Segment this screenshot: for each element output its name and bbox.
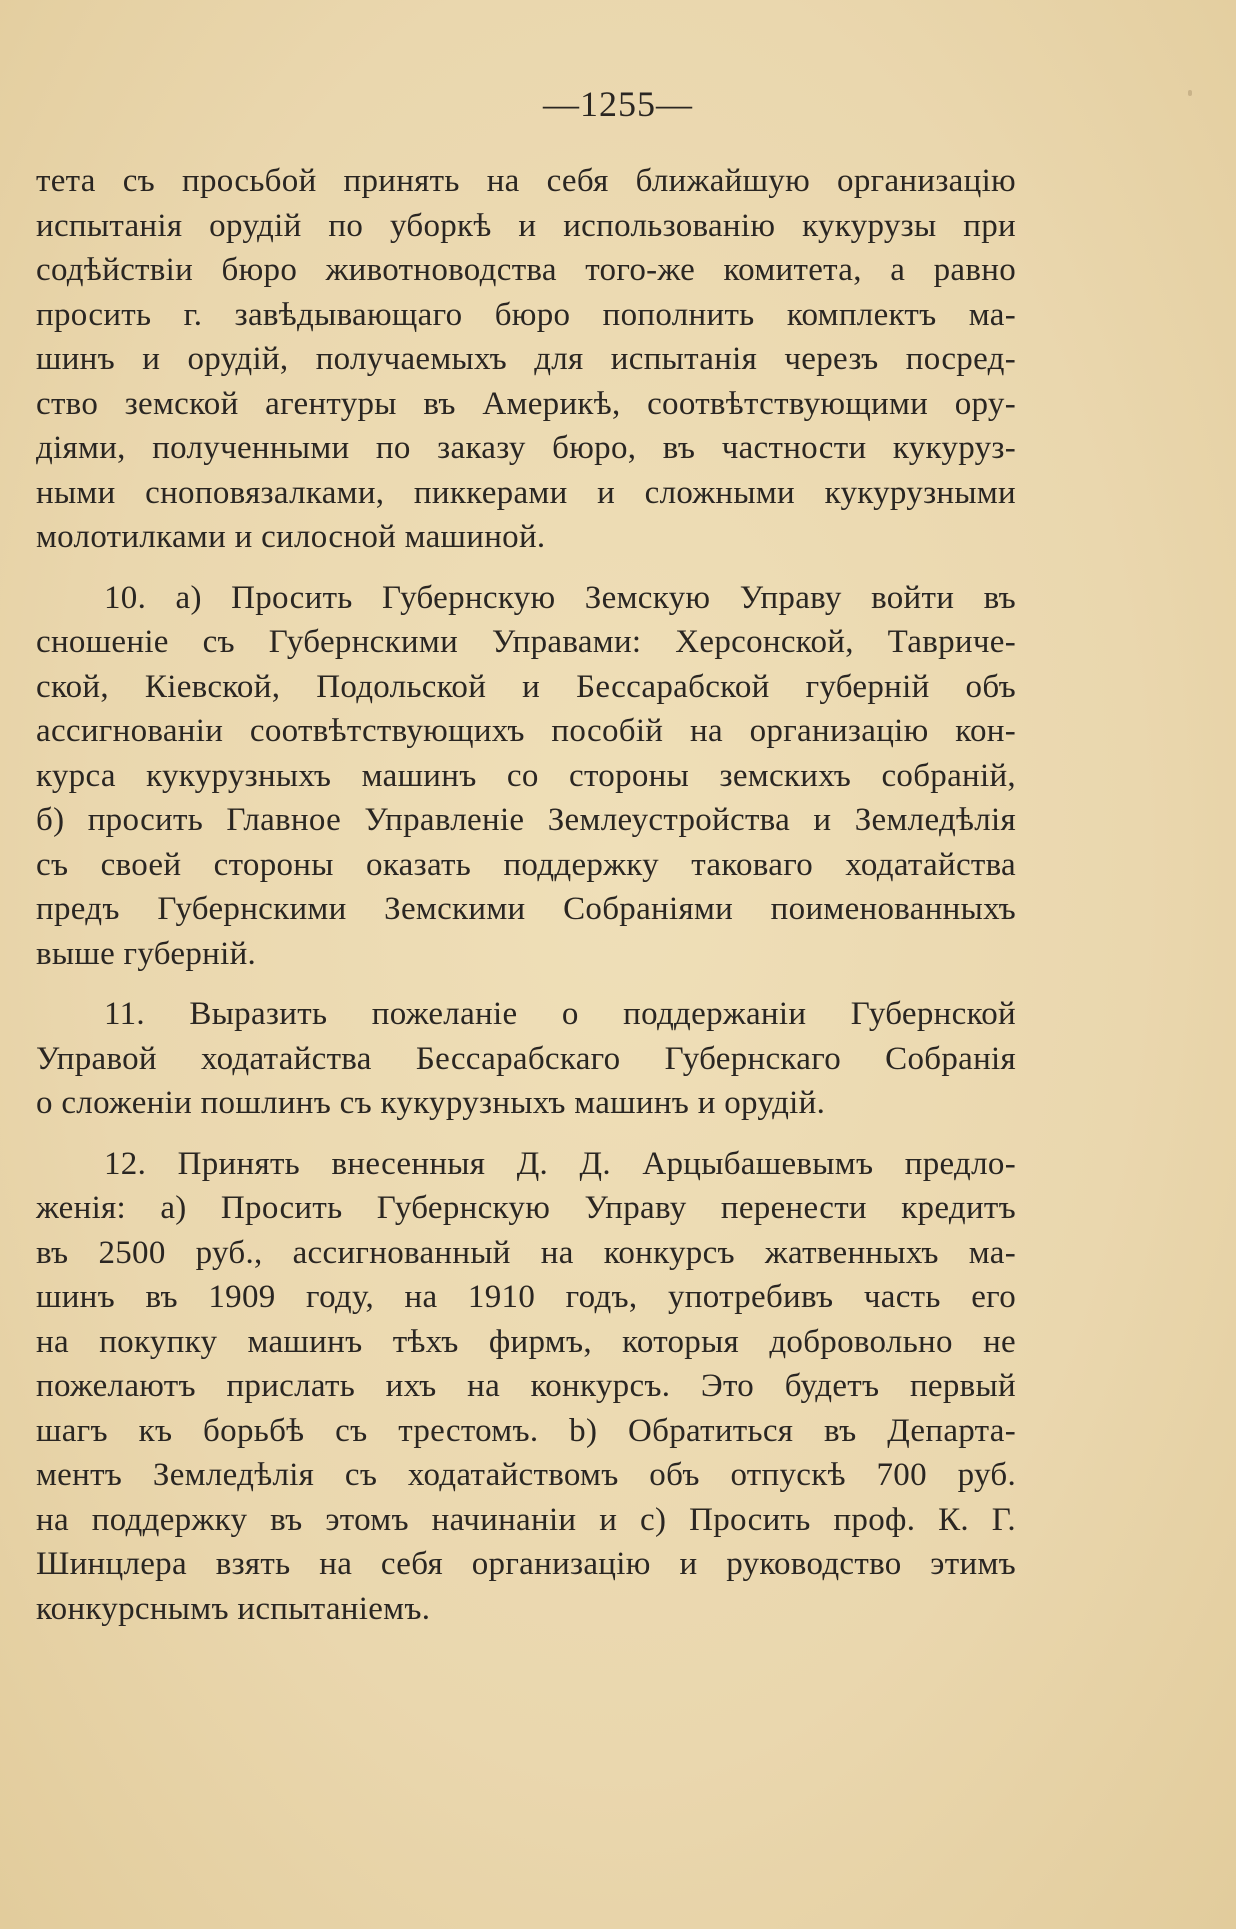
- text-line: ство земской агентуры въ Америкѣ, соотвѣтствующими ору-: [36, 385, 1016, 422]
- text-line: въ 2500 руб., ассигнованный на конкурсъ жатвенныхъ ма-: [36, 1234, 1016, 1271]
- text-line: 12. Принять внесенныя Д. Д. Арцыбашевымъ предло-: [104, 1145, 1016, 1182]
- text-line: женія: а) Просить Губернскую Управу перенести кредитъ: [36, 1190, 1016, 1226]
- text-line: испытанія орудій по уборкѣ и использованію кукурузы при: [36, 207, 1016, 244]
- text-line: ской, Кіевской, Подольской и Бессарабской губерній объ: [36, 668, 1016, 705]
- text-line: съ своей стороны оказать поддержку таковаго ходатайства: [36, 846, 1016, 883]
- body-text: [36, 159, 1016, 1631]
- text-line: пожелаютъ прислать ихъ на конкурсъ. Это будетъ первый: [36, 1368, 1016, 1404]
- text-line: шинъ и орудій, получаемыхъ для испытанія черезъ посред-: [36, 341, 1016, 377]
- text-line: Шинцлера взять на себя организацію и руководство этимъ: [36, 1546, 1016, 1582]
- text-line: на покупку машинъ тѣхъ фирмъ, которыя добровольно не: [36, 1323, 1016, 1360]
- paragraph-12: [36, 1142, 1016, 1632]
- paragraph-11: [36, 992, 1016, 1126]
- text-line: выше губерній.: [36, 935, 257, 972]
- text-line: ментъ Земледѣлія съ ходатайствомъ объ отпускѣ 700 руб.: [36, 1457, 1016, 1493]
- text-line: ассигнованіи соотвѣтствующихъ пособій на организацію кон-: [36, 713, 1016, 749]
- text-line: содѣйствіи бюро животноводства того-же комитета, а равно: [36, 252, 1016, 288]
- text-line: сношеніе съ Губернскими Управами: Херсонской, Тавриче-: [36, 624, 1016, 660]
- text-line: б) просить Главное Управленіе Землеустройства и Земледѣлія: [36, 802, 1016, 838]
- text-line: Управой ходатайства Бессарабскаго Губернскаго Собранія: [36, 1040, 1016, 1077]
- paragraph-continuation: [36, 159, 1016, 560]
- text-line: тета съ просьбой принять на себя ближайшую организацію: [36, 163, 1016, 199]
- text-line: курса кукурузныхъ машинъ со стороны земскихъ собраній,: [36, 757, 1016, 794]
- text-line: молотилками и силосной машиной.: [36, 519, 546, 555]
- text-line: предъ Губернскими Земскими Собраніями поименованныхъ: [36, 891, 1016, 927]
- paragraph-10: [36, 576, 1016, 977]
- text-line: ными сноповязалками, пиккерами и сложными кукурузными: [36, 474, 1016, 511]
- text-line: 10. а) Просить Губернскую Земскую Управу войти въ: [104, 579, 1016, 616]
- text-line: о сложеніи пошлинъ съ кукурузныхъ машинъ и орудій.: [36, 1085, 826, 1121]
- paper-fleck: [1188, 90, 1192, 96]
- text-line: на поддержку въ этомъ начинаніи и с) Просить проф. К. Г.: [36, 1501, 1016, 1538]
- text-line: конкурснымъ испытаніемъ.: [36, 1590, 431, 1627]
- text-line: шинъ въ 1909 году, на 1910 годъ, употребивъ часть его: [36, 1279, 1016, 1315]
- text-line: 11. Выразить пожеланіе о поддержаніи Губернской: [104, 996, 1016, 1032]
- page-number: —1255—: [543, 84, 693, 124]
- text-line: шагъ къ борьбѣ съ трестомъ. b) Обратиться въ Департа-: [36, 1412, 1016, 1449]
- text-line: діями, полученными по заказу бюро, въ частности кукуруз-: [36, 430, 1016, 466]
- text-line: просить г. завѣдывающаго бюро пополнить комплектъ ма-: [36, 296, 1016, 333]
